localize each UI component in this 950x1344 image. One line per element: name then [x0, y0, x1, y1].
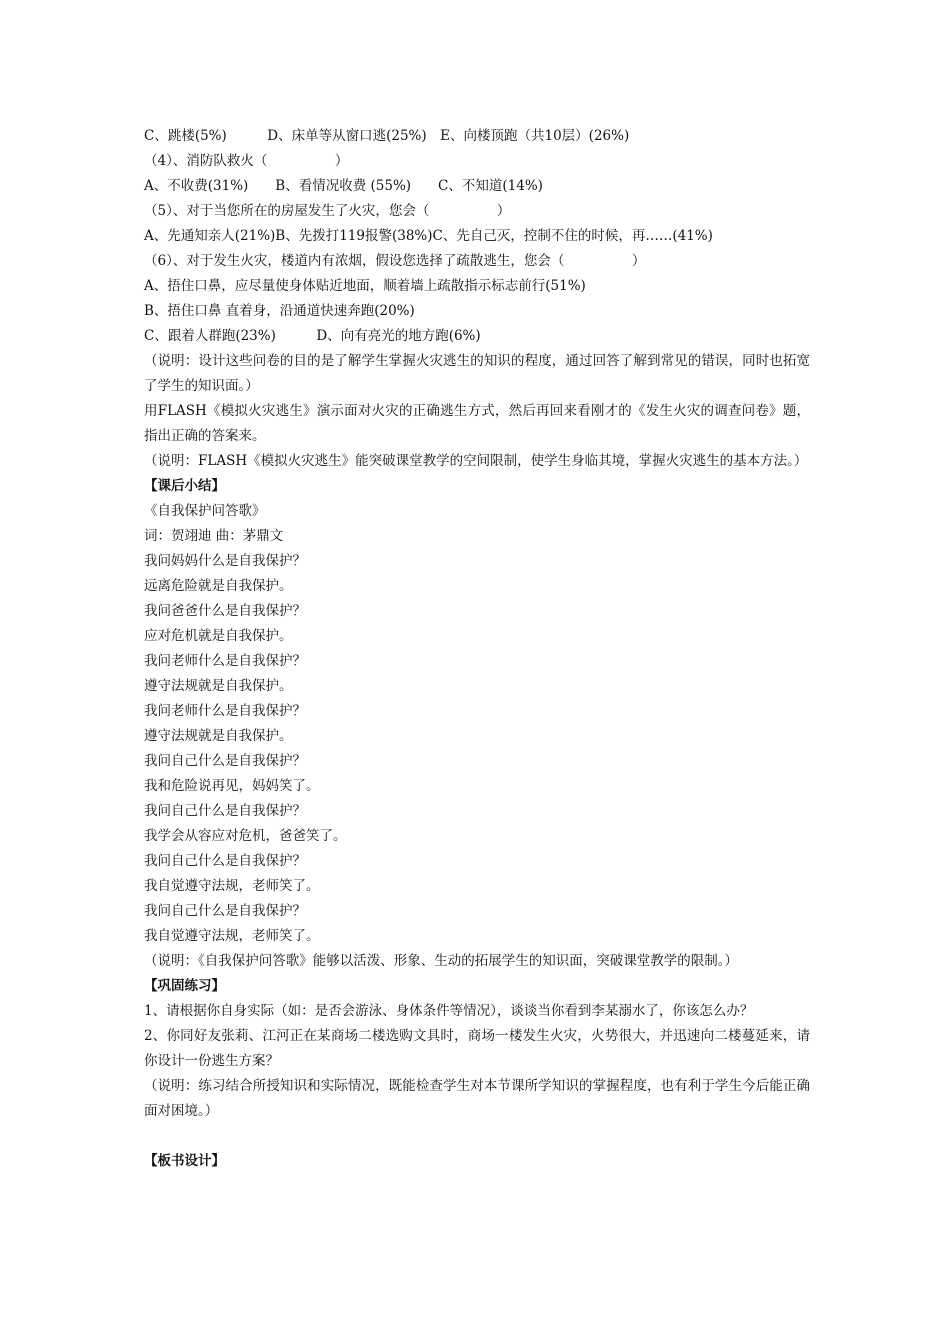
survey-q6-options-cd: C、跟着人群跑(23%) D、向有亮光的地方跑(6%): [144, 328, 481, 344]
song-line: 我和危险说再见，妈妈笑了。: [144, 778, 320, 794]
song-line: 我问妈妈什么是自我保护？: [144, 553, 306, 569]
survey-question-4: （4）、消防队救火（ ）: [144, 153, 349, 169]
song-line: 我自觉遵守法规，老师笑了。: [144, 928, 320, 944]
song-line: 我问老师什么是自我保护？: [144, 703, 306, 719]
survey-q3-options-cde: C、跳楼(5%) D、床单等从窗口逃(25%) E、向楼顶跑（共10层）(26%): [144, 128, 630, 144]
survey-q6-option-a: A、捂住口鼻，应尽量使身体贴近地面，顺着墙上疏散指示标志前行(51%): [144, 278, 586, 294]
song-line: 我问自己什么是自我保护？: [144, 803, 306, 819]
note-flash-demo: （说明：FLASH《模拟火灾逃生》能突破课堂教学的空间限制，使学生身临其境，掌握火灾逃生的基本方法。）: [144, 453, 808, 469]
survey-question-5: （5）、对于当您所在的房屋发生了火灾，您会（ ）: [144, 203, 511, 219]
practice-question-1: 1、请根据你自身实际（如：是否会游泳、身体条件等情况），谈谈当你看到李某溺水了，你该怎么办？: [144, 1003, 754, 1019]
song-line: 远离危险就是自我保护。: [144, 578, 293, 594]
survey-q5-options: A、先通知亲人(21%)B、先拨打119报警(38%)C、先自己灭，控制不住的时候，再……(41%): [144, 228, 713, 244]
survey-q4-options: A、不收费(31%) B、看情况收费 (55%) C、不知道(14%): [144, 178, 543, 194]
note-practice: （说明：练习结合所授知识和实际情况，既能检查学生对本节课所学知识的掌握程度，也有利于学生今后能正确面对困境。）: [144, 1078, 810, 1119]
practice-question-2: 2、你同好友张莉、江河正在某商场二楼选购文具时，商场一楼发生火灾，火势很大，并迅速向二楼蔓延来，请你设计一份逃生方案？: [144, 1028, 810, 1069]
song-line: 应对危机就是自我保护。: [144, 628, 293, 644]
song-line: 我问老师什么是自我保护？: [144, 653, 306, 669]
section-heading-board-design: 【板书设计】: [144, 1153, 225, 1169]
song-line: 我问爸爸什么是自我保护？: [144, 603, 306, 619]
song-line: 我学会从容应对危机，爸爸笑了。: [144, 828, 347, 844]
flash-demo-paragraph: 用FLASH《模拟火灾逃生》演示面对火灾的正确逃生方式，然后再回来看刚才的《发生火灾的调查问卷》题，指出正确的答案来。: [144, 403, 810, 444]
survey-q6-option-b: B、捂住口鼻 直着身，沿通道快速奔跑(20%): [144, 303, 415, 319]
song-line: 遵守法规就是自我保护。: [144, 728, 293, 744]
blank-line: [144, 1124, 810, 1149]
document-body: [144, 124, 810, 1174]
section-heading-practice: 【巩固练习】: [144, 978, 225, 994]
section-heading-summary: 【课后小结】: [144, 478, 225, 494]
note-survey-purpose: （说明：设计这些问卷的目的是了解学生掌握火灾逃生的知识的程度，通过回答了解到常见的错误，同时也拓宽了学生的知识面。）: [144, 353, 810, 394]
note-song: （说明：《自我保护问答歌》能够以活泼、形象、生动的拓展学生的知识面，突破课堂教学的限制。）: [144, 953, 738, 969]
song-title: 《自我保护问答歌》: [144, 503, 266, 519]
song-line: 我问自己什么是自我保护？: [144, 853, 306, 869]
song-credits: 词：贺翊迪 曲：茅鼎文: [144, 528, 284, 544]
song-line: 我问自己什么是自我保护？: [144, 903, 306, 919]
song-line: 遵守法规就是自我保护。: [144, 678, 293, 694]
song-line: 我问自己什么是自我保护？: [144, 753, 306, 769]
survey-question-6: （6）、对于发生火灾，楼道内有浓烟，假设您选择了疏散逃生，您会（ ）: [144, 253, 646, 269]
song-line: 我自觉遵守法规，老师笑了。: [144, 878, 320, 894]
